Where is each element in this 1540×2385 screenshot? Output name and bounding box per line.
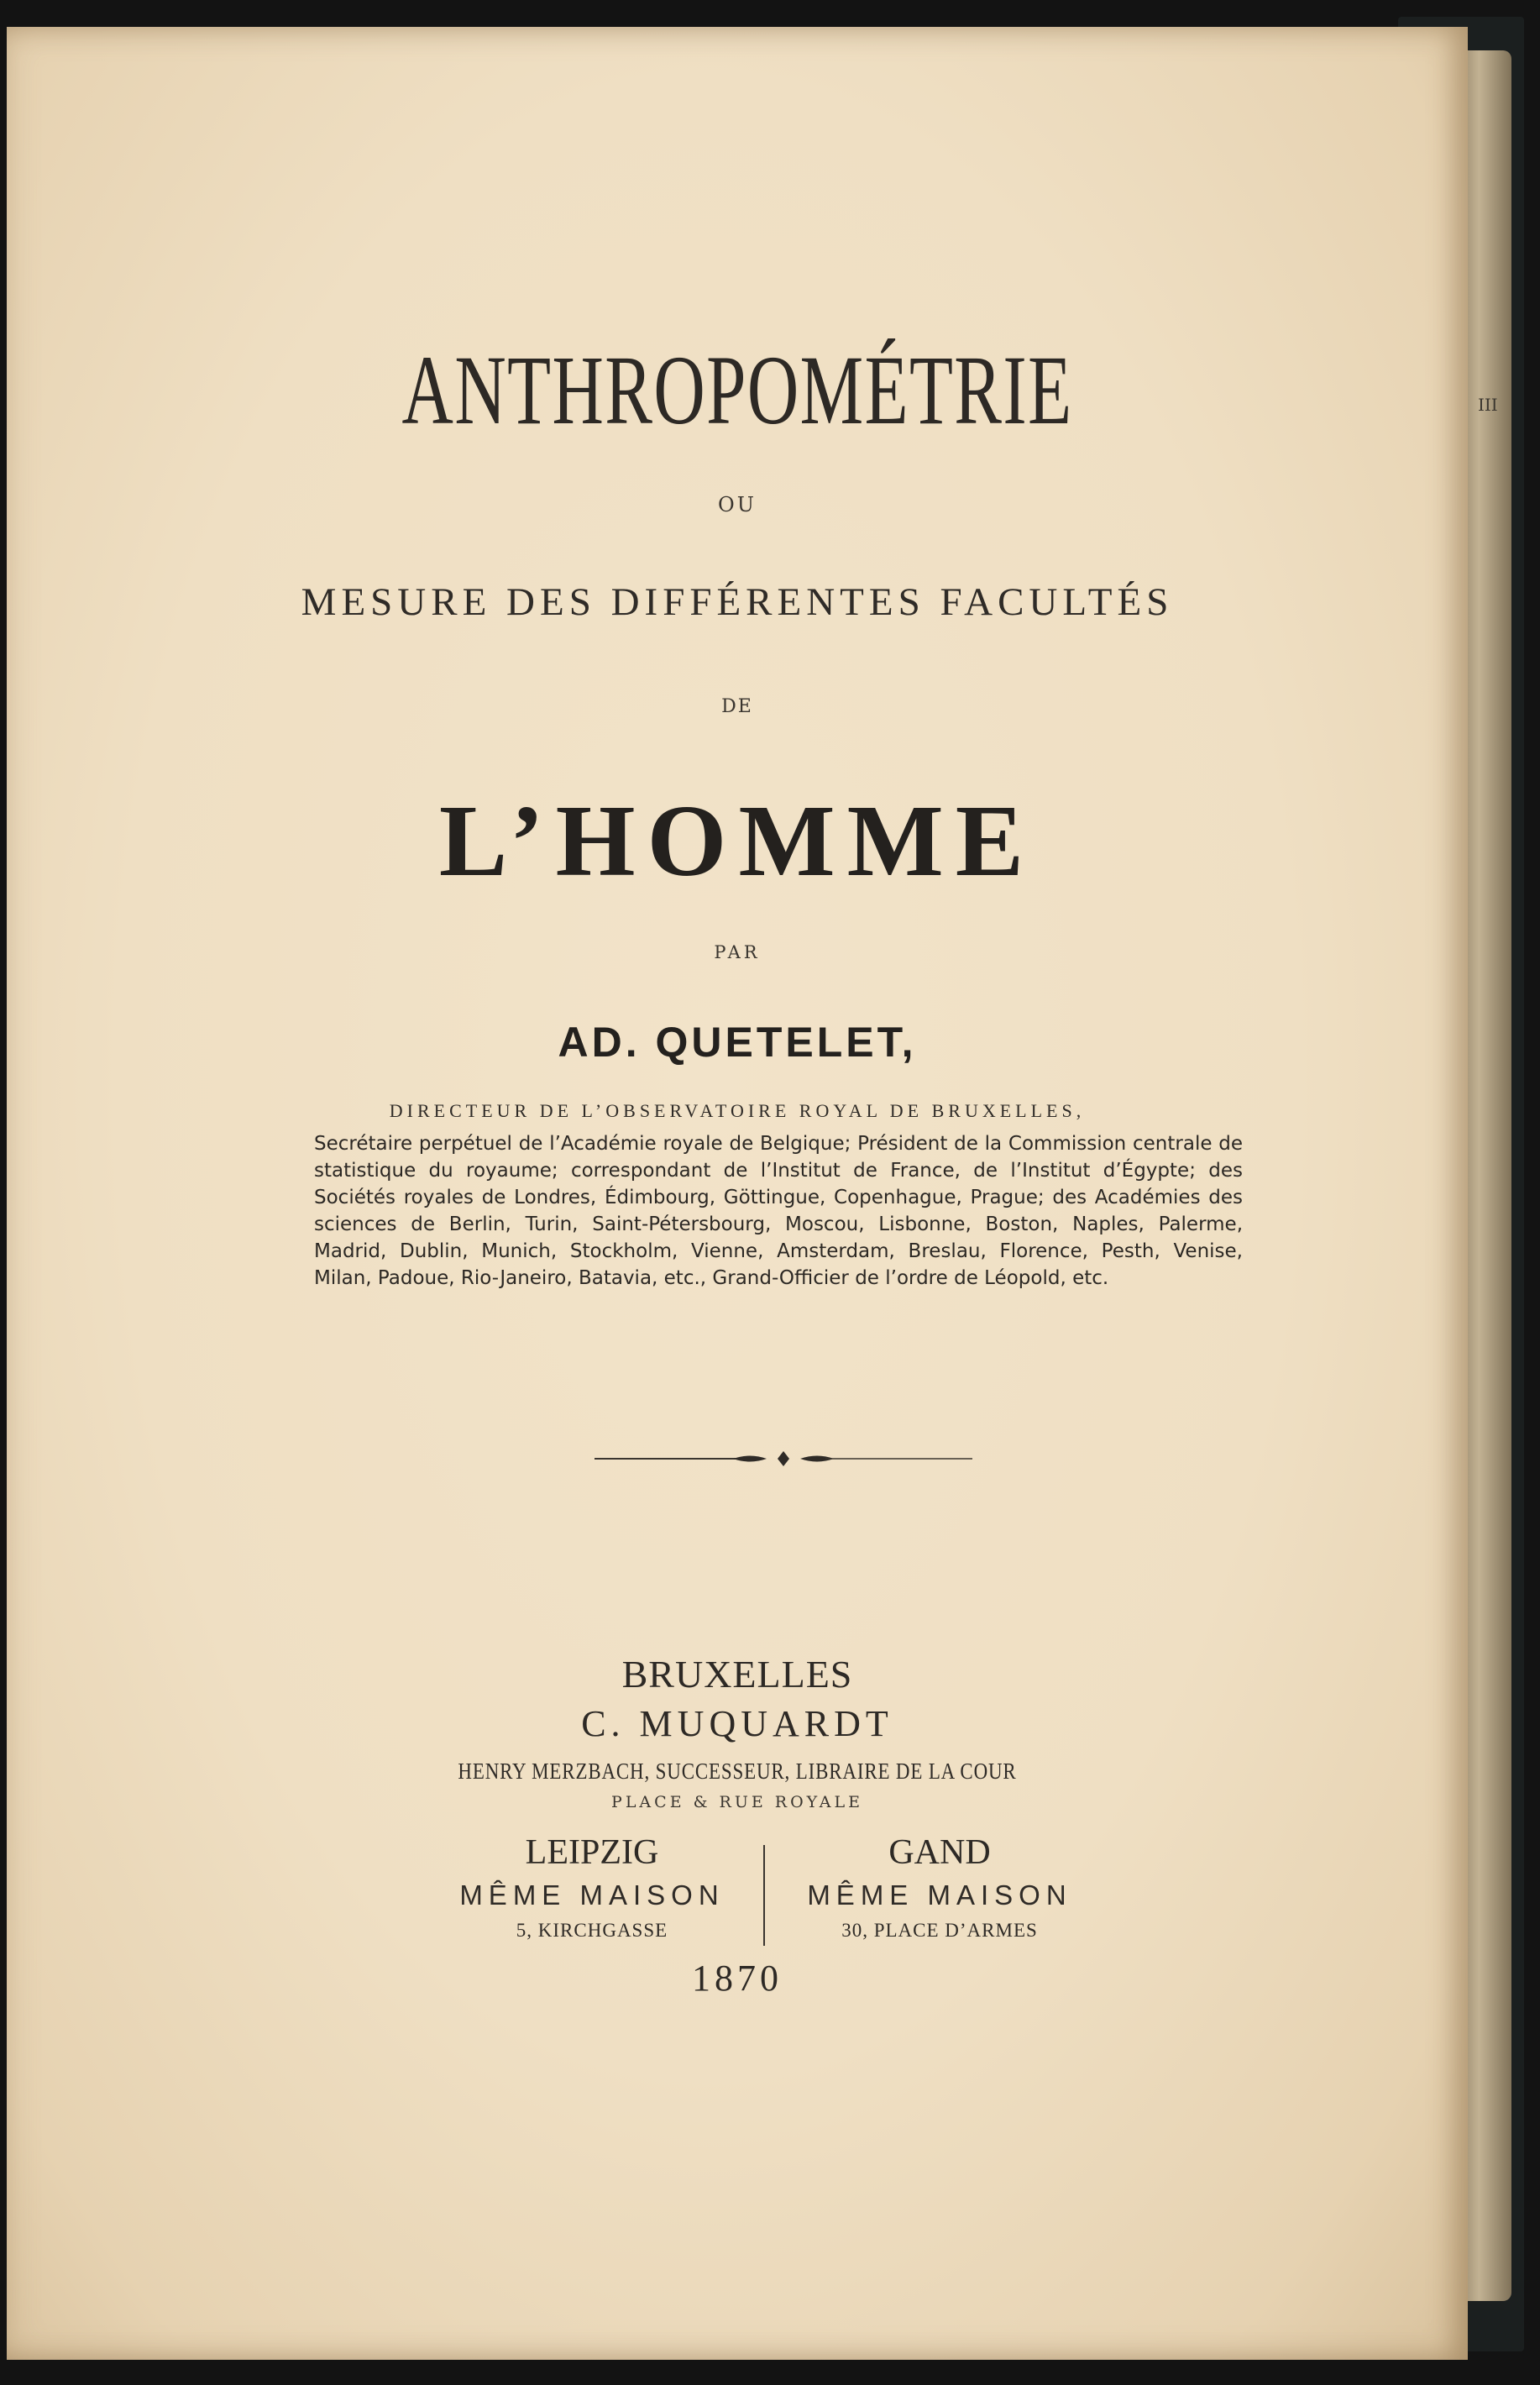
branch-city: GAND (888, 1833, 991, 1872)
book-subtitle: MESURE DES DIFFÉRENTES FACULTÉS (301, 580, 1174, 624)
edge-signature-mark: III (1478, 395, 1498, 415)
branch-leipzig (424, 1832, 760, 1942)
author-credentials: Secrétaire perpétuel de l’Académie royale de Belgique; Président de la Commission centrale de statistique du royaume; correspondant de l’Institut de France, de l’Institut d’Égypte; des Sociétés royales de Londres, Édimbourg, Göttingue, Copenhague, Prague; des Académies des sciences de Berlin, Turin, Saint-Pétersbourg, Moscou, Lisbonne, Boston, Naples, Palerme, Madrid, Dublin, Munich, Stockholm, Vienne, Amsterdam, Breslau, Florence, Pesth, Venise, Milan, Padoue, Rio-Janeiro, Batavia, etc., Grand-Officier de l’ordre de Léopold, etc. (314, 1133, 1243, 1289)
publisher-name: C. MUQUARDT (581, 1703, 893, 1744)
subtitle-preposition: DE (721, 696, 753, 717)
publisher-successor: HENRY MERZBACH, SUCCESSEUR, LIBRAIRE DE LA COUR (458, 1759, 1017, 1784)
branch-street: 5, KIRCHGASSE (516, 1920, 668, 1941)
branch-gand (772, 1832, 1108, 1942)
author-name: AD. QUETELET, (558, 1019, 917, 1066)
branch-city: LEIPZIG (525, 1833, 659, 1872)
branch-street: 30, PLACE D’ARMES (841, 1920, 1038, 1941)
book-title: ANTHROPOMÉTRIE (401, 335, 1073, 445)
branch-divider (763, 1845, 765, 1946)
author-position: DIRECTEUR DE L’OBSERVATOIRE ROYAL DE BRUXELLES, (389, 1100, 1086, 1121)
book-subject: L’HOMME (438, 784, 1036, 898)
publication-year: 1870 (692, 1958, 783, 1999)
title-page (7, 27, 1468, 2360)
ornament-divider (595, 1449, 972, 1469)
branch-house: MÊME MAISON (459, 1879, 725, 1911)
publisher-address: PLACE & RUE ROYALE (611, 1793, 863, 1811)
branch-house: MÊME MAISON (807, 1879, 1072, 1911)
title-conjunction: OU (718, 493, 757, 516)
publisher-city: BRUXELLES (621, 1653, 853, 1696)
by-label: PAR (714, 942, 761, 962)
